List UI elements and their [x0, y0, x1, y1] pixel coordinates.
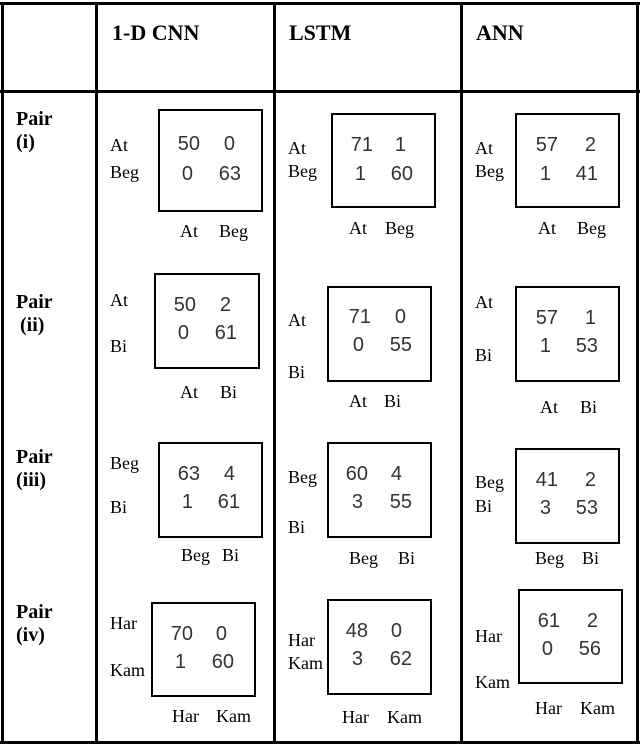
row-label-1: At [475, 138, 493, 158]
row-header-line1: Pair [16, 446, 53, 468]
matrix-box [518, 589, 623, 684]
column-divider-1 [95, 2, 98, 743]
col-label-2: Bi [220, 382, 238, 402]
matrix-value: 1 [174, 651, 186, 673]
row-label-2: Bi [110, 497, 128, 517]
matrix-value: 1 [584, 307, 596, 329]
matrix-box [151, 602, 256, 697]
matrix-value: 0 [181, 163, 193, 185]
matrix-value: 63 [218, 163, 241, 185]
row-header-pair-iii [16, 446, 53, 492]
column-divider-2 [273, 2, 276, 743]
column-header-lstm: LSTM [289, 20, 352, 45]
table-border-right [636, 2, 639, 743]
col-label-2: Beg [219, 221, 248, 241]
matrix-value: 48 [345, 620, 368, 642]
matrix-box [158, 442, 263, 538]
row-label-2: Bi [475, 496, 493, 516]
col-label-1: Har [535, 698, 562, 718]
row-header-line1: Pair [16, 108, 53, 130]
matrix-value: 61 [214, 322, 237, 344]
matrix-box [154, 273, 260, 369]
row-label-1: Har [288, 630, 315, 650]
col-label-1: At [180, 382, 198, 402]
matrix-value: 61 [537, 610, 560, 632]
matrix-value: 0 [541, 638, 553, 660]
row-header-pair-i [16, 108, 53, 154]
row-label-1: At [110, 135, 128, 155]
matrix-value: 1 [394, 134, 406, 156]
matrix-value: 2 [219, 294, 231, 316]
col-label-1: At [538, 218, 556, 238]
col-label-2: Kam [387, 707, 422, 727]
matrix-value: 63 [177, 463, 200, 485]
row-label-2: Bi [288, 362, 306, 382]
matrix-value: 53 [575, 497, 598, 519]
col-label-2: Kam [580, 698, 615, 718]
matrix-box [515, 113, 620, 208]
matrix-value: 57 [535, 134, 558, 156]
matrix-box [331, 113, 436, 208]
matrix-value: 1 [181, 491, 193, 513]
col-label-1: Beg [535, 548, 564, 568]
col-label-1: At [349, 218, 367, 238]
matrix-value: 3 [351, 648, 363, 670]
matrix-value: 71 [348, 306, 371, 328]
matrix-value: 41 [535, 469, 558, 491]
row-label-1: Har [110, 613, 137, 633]
matrix-value: 1 [354, 163, 366, 185]
matrix-value: 70 [170, 623, 193, 645]
matrix-box [515, 286, 620, 382]
row-header-line1: Pair [16, 601, 53, 623]
matrix-value: 1 [539, 163, 551, 185]
row-header-line2: (iv) [16, 624, 45, 646]
row-header-pair-iv [16, 601, 53, 647]
matrix-value: 0 [352, 334, 364, 356]
matrix-value: 3 [351, 491, 363, 513]
row-label-2: Kam [288, 653, 323, 673]
row-header-line2: (iii) [16, 469, 46, 491]
col-label-1: At [349, 391, 367, 411]
row-header-line2: (ii) [20, 314, 45, 336]
row-label-1: At [288, 310, 306, 330]
col-label-1: Beg [181, 545, 210, 565]
row-label-2: Bi [288, 517, 306, 537]
row-label-2: Beg [110, 162, 139, 182]
matrix-value: 53 [575, 335, 598, 357]
matrix-value: 61 [217, 491, 240, 513]
row-label-2: Kam [475, 672, 510, 692]
row-label-1: At [288, 138, 306, 158]
col-label-1: At [180, 221, 198, 241]
column-header-cnn: 1-D CNN [112, 20, 200, 45]
matrix-value: 60 [390, 163, 413, 185]
row-label-1: Beg [110, 453, 139, 473]
column-header-ann: ANN [476, 20, 524, 45]
matrix-value: 62 [389, 648, 412, 670]
col-label-1: Har [342, 707, 369, 727]
row-label-2: Bi [110, 336, 128, 356]
matrix-value: 3 [539, 497, 551, 519]
matrix-value: 55 [389, 334, 412, 356]
matrix-value: 50 [177, 133, 200, 155]
matrix-value: 4 [223, 463, 235, 485]
col-label-1: Beg [349, 548, 378, 568]
matrix-value: 57 [535, 307, 558, 329]
row-label-1: Beg [288, 467, 317, 487]
matrix-value: 71 [350, 134, 373, 156]
matrix-value: 0 [177, 322, 189, 344]
table-border-left [1, 2, 4, 743]
col-label-2: Bi [384, 391, 402, 411]
col-label-2: Bi [222, 545, 240, 565]
matrix-value: 2 [584, 134, 596, 156]
row-header-line2: (i) [16, 131, 35, 153]
col-label-1: Har [172, 706, 199, 726]
col-label-1: At [540, 397, 558, 417]
row-label-2: Beg [475, 161, 504, 181]
matrix-value: 0 [223, 133, 235, 155]
row-label-2: Bi [475, 345, 493, 365]
matrix-value: 50 [173, 294, 196, 316]
matrix-value: 0 [394, 306, 406, 328]
matrix-value: 0 [390, 620, 402, 642]
matrix-box [327, 599, 432, 695]
column-divider-3 [460, 2, 463, 743]
matrix-value: 60 [211, 651, 234, 673]
row-label-2: Beg [288, 161, 317, 181]
matrix-value: 55 [389, 491, 412, 513]
row-header-pair-ii [16, 291, 53, 337]
row-label-1: Har [475, 626, 502, 646]
row-label-1: At [475, 292, 493, 312]
col-label-2: Beg [577, 218, 606, 238]
matrix-box [158, 109, 263, 212]
row-label-1: At [110, 290, 128, 310]
col-label-2: Bi [398, 548, 416, 568]
matrix-box [327, 442, 432, 538]
row-label-1: Beg [475, 472, 504, 492]
matrix-value: 1 [539, 335, 551, 357]
matrix-value: 0 [215, 623, 227, 645]
col-label-2: Beg [385, 218, 414, 238]
matrix-value: 4 [390, 463, 402, 485]
row-header-line1: Pair [16, 291, 53, 313]
row-label-2: Kam [110, 660, 145, 680]
matrix-value: 56 [578, 638, 601, 660]
matrix-value: 2 [586, 610, 598, 632]
matrix-value: 41 [575, 163, 598, 185]
matrix-value: 60 [345, 463, 368, 485]
col-label-2: Kam [216, 706, 251, 726]
matrix-value: 2 [584, 469, 596, 491]
col-label-2: Bi [580, 397, 598, 417]
col-label-2: Bi [582, 548, 600, 568]
matrix-box [515, 448, 620, 544]
